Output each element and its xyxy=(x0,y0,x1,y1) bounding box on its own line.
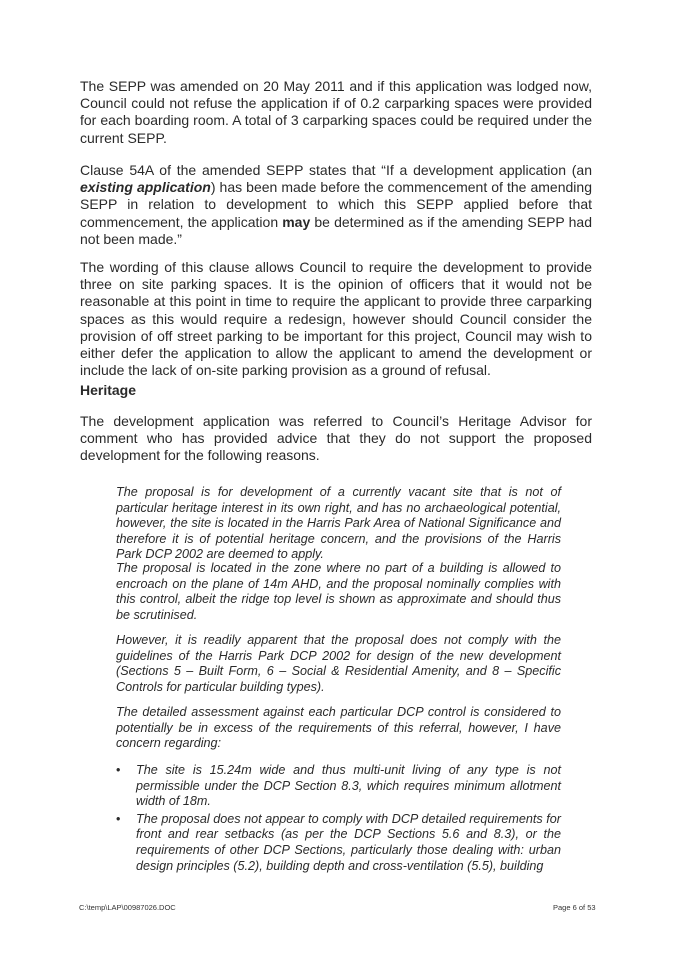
quote-paragraph-1: The proposal is for development of a currently vacant site that is not of particular heritage interest in its own right, and has no archaeological potential, however, the site is located in the Harris Park Area of National Significance and therefore it is of potential heritage concern, and the provisions of the Harris Park DCP 2002 are deemed to apply. xyxy=(116,485,561,562)
clause-text-c: ) has been made before the commencement of the amending SEPP in relation to development to which this SEPP applied before that commencement, the application xyxy=(80,179,592,230)
paragraph-clause-54a xyxy=(80,162,592,248)
list-item-text: The site is 15.24m wide and thus multi-unit living of any type is not permissible under the DCP Section 8.3, which requires minimum allotment width of 18m. xyxy=(136,763,561,809)
clause-text-e: be determined as if the amending SEPP had not been made.” xyxy=(80,213,592,247)
quote-paragraph-3: However, it is readily apparent that the proposal does not comply with the guidelines of the Harris Park DCP 2002 for design of the new development (Sections 5 – Built Form, 6 – Social & Residential Amenity, and 8 – Specific Controls for particular building types). xyxy=(116,633,561,694)
clause-text-existing-application: existing application xyxy=(80,179,211,196)
list-item-text: The proposal does not appear to comply with DCP detailed requirements for front and rear setbacks (as per the DCP Sections 5.6 and 8.3), or the requirements of other DCP Sections, particularly those dealing with: urban design principles (5.2), building depth and cross-ventilation (5.5), building xyxy=(136,811,561,873)
bullet-icon: • xyxy=(116,763,121,777)
paragraph-heritage-referral: The development application was referred to Council’s Heritage Advisor for comment who has provided advice that they do not support the proposed development for the following reasons. xyxy=(80,413,592,464)
footer-page-number: Page 6 of 53 xyxy=(553,903,596,912)
paragraph-parking-wording: The wording of this clause allows Council to require the development to provide three on site parking spaces. It is the opinion of officers that it would not be reasonable at this point in time to require the applicant to provide three carparking spaces as this would require a redesign, however should Council consider the provision of off street parking to be important for this project, Council may wish to either defer the application to allow the applicant to amend the development or include the lack of on-site parking provision as a ground of refusal. xyxy=(80,259,592,379)
bullet-icon: • xyxy=(116,811,121,826)
clause-text-a: Clause 54A of the amended SEPP states that “If a development application (an xyxy=(80,162,592,178)
concerns-list xyxy=(116,763,561,876)
paragraph-sepp-amendment: The SEPP was amended on 20 May 2011 and if this application was lodged now, Council could not refuse the application if of 0.2 carparking spaces were provided for each boarding room. A total of 3 carparking spaces could be required under the current SEPP. xyxy=(80,78,592,146)
quote-paragraph-4: The detailed assessment against each particular DCP control is considered to potentially be in excess of the requirements of this referral, however, I have concern regarding: xyxy=(116,705,561,751)
list-item xyxy=(116,763,561,810)
clause-text-may: may xyxy=(282,213,311,230)
list-item xyxy=(116,812,561,874)
section-heading-heritage: Heritage xyxy=(80,382,137,398)
quote-paragraph-2: The proposal is located in the zone where no part of a building is allowed to encroach on the plane of 14m AHD, and the proposal nominally complies with this control, albeit the ridge top level is shown as approximate and should thus be scrutinised. xyxy=(116,561,561,622)
footer-file-path: C:\temp\LAP\00987026.DOC xyxy=(79,903,176,912)
